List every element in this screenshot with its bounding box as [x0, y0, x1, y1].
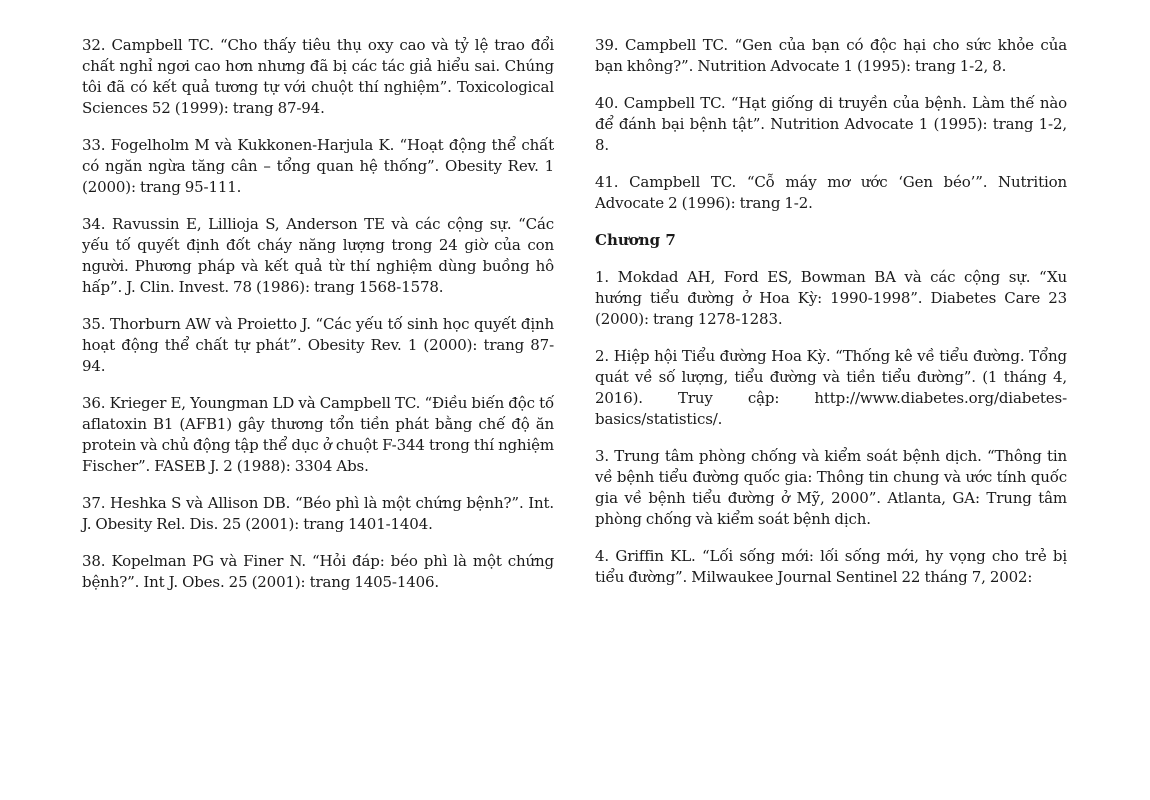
reference-item: 33. Fogelholm M và Kukkonen-Harjula K. “Hoạt động thể chất có ngăn ngừa tăng cân – tổng quan hệ thống”. Obesity Rev. 1 (2000): trang 95-111. [82, 136, 554, 196]
reference-item: 4. Griffin KL. “Lối sống mới: lối sống mới, hy vọng cho trẻ bị tiểu đường”. Milwaukee Journal Sentinel 22 tháng 7, 2002: [595, 547, 1067, 586]
reference-item: 37. Heshka S và Allison DB. “Béo phì là một chứng bệnh?”. Int. J. Obesity Rel. Dis. 25 (2001): trang 1401-1404. [82, 494, 554, 533]
reference-item: 34. Ravussin E, Lillioja S, Anderson TE và các cộng sự. “Các yếu tố quyết định đốt cháy năng lượng trong 24 giờ của con người. Phương pháp và kết quả từ thí nghiệm dùng buồng hô hấp”. J. Clin. Invest. 78 (1986): trang 1568-1578. [82, 215, 554, 296]
reference-item: 3. Trung tâm phòng chống và kiểm soát bệnh dịch. “Thông tin về bệnh tiểu đường quốc gia: Thông tin chung và ước tính quốc gia về bệnh tiểu đường ở Mỹ, 2000”. Atlanta, GA: Trung tâm phòng chống và kiểm soát bệnh dịch. [595, 447, 1067, 528]
reference-item: 35. Thorburn AW và Proietto J. “Các yếu tố sinh học quyết định hoạt động thể chất tự phát”. Obesity Rev. 1 (2000): trang 87-94. [82, 315, 554, 375]
reference-item: 36. Krieger E, Youngman LD và Campbell TC. “Điều biến độc tố aflatoxin B1 (AFB1) gây thương tổn tiền phát bằng chế độ ăn protein và chủ động tập thể dục ở chuột F-344 trong thí nghiệm Fischer”. FASEB J. 2 (1988): 3304 Abs. [82, 394, 554, 475]
reference-item: 39. Campbell TC. “Gen của bạn có độc hại cho sức khỏe của bạn không?”. Nutrition Advocate 1 (1995): trang 1-2, 8. [595, 36, 1067, 75]
reference-item: 38. Kopelman PG và Finer N. “Hỏi đáp: béo phì là một chứng bệnh?”. Int J. Obes. 25 (2001): trang 1405-1406. [82, 552, 554, 591]
reference-item: 2. Hiệp hội Tiểu đường Hoa Kỳ. “Thống kê về tiểu đường. Tổng quát về số lượng, tiểu đường và tiền tiểu đường”. (1 tháng 4, 2016). Truy cập: http://www.diabetes.org/diabetes-basics/statistics/. [595, 347, 1067, 428]
chapter-heading: Chương 7 [595, 231, 676, 249]
right-column [595, 35, 1067, 604]
reference-item: 41. Campbell TC. “Cỗ máy mơ ước ‘Gen béo’”. Nutrition Advocate 2 (1996): trang 1-2. [595, 173, 1067, 212]
reference-item: 1. Mokdad AH, Ford ES, Bowman BA và các cộng sự. “Xu hướng tiểu đường ở Hoa Kỳ: 1990-1998”. Diabetes Care 23 (2000): trang 1278-1283. [595, 268, 1067, 328]
left-column [82, 35, 554, 609]
reference-item: 40. Campbell TC. “Hạt giống di truyền của bệnh. Làm thế nào để đánh bại bệnh tật”. Nutrition Advocate 1 (1995): trang 1-2, 8. [595, 94, 1067, 154]
reference-item: 32. Campbell TC. “Cho thấy tiêu thụ oxy cao và tỷ lệ trao đổi chất nghỉ ngơi cao hơn nhưng đã bị các tác giả hiểu sai. Chúng tôi đã có kết quả tương tự với chuột thí nghiệm”. Toxicological Sciences 52 (1999): trang 87-94. [82, 36, 554, 117]
